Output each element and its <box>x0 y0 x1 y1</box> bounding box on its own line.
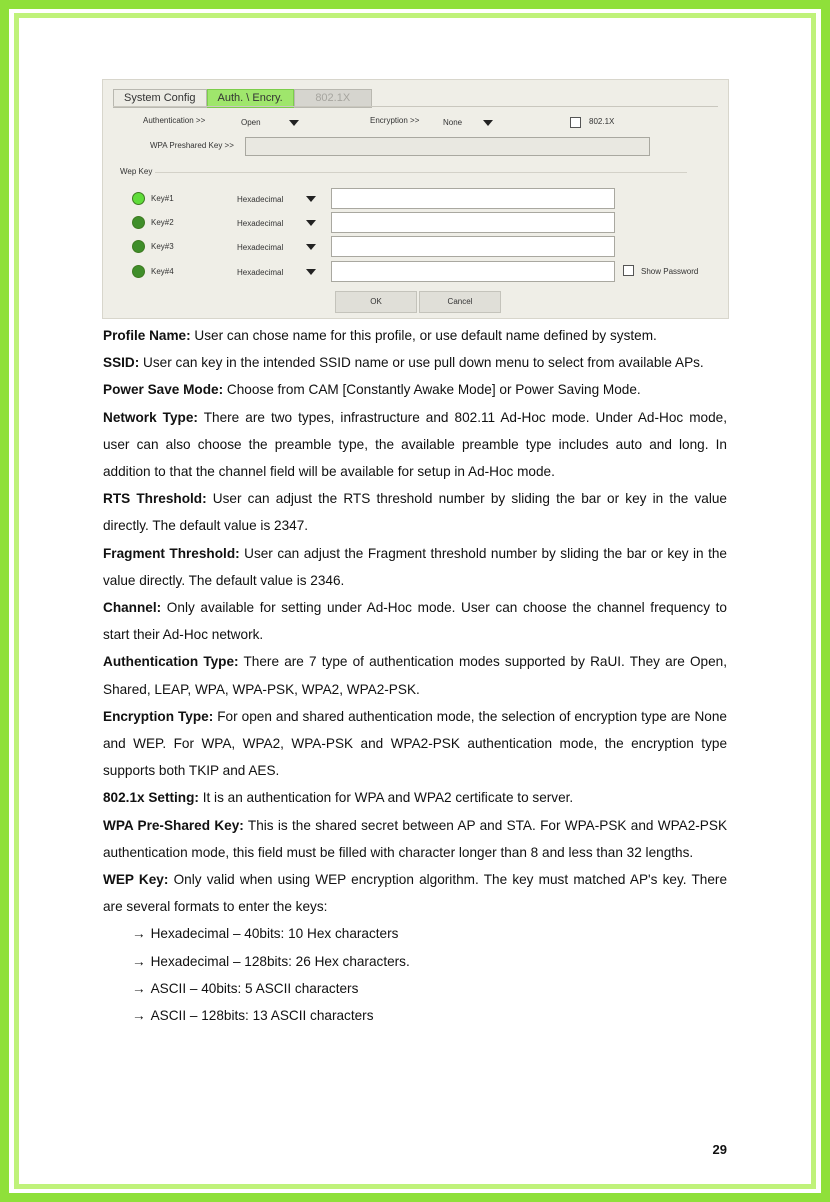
key3-dropdown-icon[interactable] <box>306 244 316 250</box>
list-item <box>132 948 727 975</box>
key2-label: Key#2 <box>151 218 174 227</box>
arrow-right-icon: → <box>132 980 146 996</box>
paragraph-profile-name <box>103 322 727 349</box>
paragraph-wpa-psk <box>103 812 727 866</box>
tab-bar <box>113 89 372 106</box>
key1-dropdown-icon[interactable] <box>306 196 316 202</box>
definition: User can adjust the Fragment threshold number by sliding the bar or key in the value directly. The default value is 2346. <box>103 545 727 588</box>
key3-label: Key#3 <box>151 242 174 251</box>
key3-radio[interactable] <box>132 240 145 253</box>
page-number: 29 <box>712 1142 727 1157</box>
definition: Choose from CAM [Constantly Awake Mode] or Power Saving Mode. <box>223 382 641 398</box>
list-item-text: Hexadecimal – 128bits: 26 Hex characters. <box>150 953 410 969</box>
arrow-right-icon: → <box>132 953 146 969</box>
arrow-right-icon: → <box>132 1008 146 1024</box>
definition: It is an authentication for WPA and WPA2 certificate to server. <box>198 790 574 806</box>
term: Fragment Threshold: <box>103 545 240 561</box>
dot1x-label: 802.1X <box>589 117 615 126</box>
wpa-preshared-key-input[interactable] <box>245 137 650 156</box>
authentication-label: Authentication >> <box>143 116 206 125</box>
tab-system-config[interactable]: System Config <box>113 89 207 108</box>
key4-radio[interactable] <box>132 265 145 278</box>
ok-button[interactable]: OK <box>335 291 417 313</box>
key3-format-select[interactable]: Hexadecimal <box>237 243 284 252</box>
list-item <box>132 920 727 947</box>
encryption-label: Encryption >> <box>370 116 420 125</box>
description-text <box>103 322 727 1029</box>
paragraph-wep-key <box>103 866 727 920</box>
show-password-label: Show Password <box>641 267 699 276</box>
wpa-preshared-key-label: WPA Preshared Key >> <box>150 141 234 150</box>
encryption-select[interactable]: None <box>443 118 463 127</box>
list-item <box>132 975 727 1002</box>
list-item-text: ASCII – 40bits: 5 ASCII characters <box>150 980 359 996</box>
paragraph-8021x-setting <box>103 784 727 811</box>
term: RTS Threshold: <box>103 491 207 507</box>
key4-dropdown-icon[interactable] <box>306 269 316 275</box>
key1-format-select[interactable]: Hexadecimal <box>237 195 284 204</box>
wep-key-label: Wep Key <box>120 167 153 176</box>
authentication-dropdown-icon[interactable] <box>289 120 299 126</box>
term: Authentication Type: <box>103 654 239 670</box>
list-item-text: ASCII – 128bits: 13 ASCII characters <box>150 1008 374 1024</box>
term: Profile Name: <box>103 328 191 343</box>
key2-dropdown-icon[interactable] <box>306 220 316 226</box>
tab-divider <box>113 106 718 107</box>
term: 802.1x Setting: <box>103 790 199 806</box>
paragraph-rts-threshold <box>103 485 727 539</box>
key4-format-select[interactable]: Hexadecimal <box>237 268 284 277</box>
key1-input[interactable] <box>331 188 615 209</box>
paragraph-network-type <box>103 404 727 486</box>
term: WEP Key: <box>103 872 169 888</box>
term: Encryption Type: <box>103 708 214 724</box>
encryption-dropdown-icon[interactable] <box>483 120 493 126</box>
definition: User can key in the intended SSID name or use pull down menu to select from available APs. <box>139 355 704 371</box>
term: Channel: <box>103 600 162 616</box>
auth-encryption-screenshot <box>102 79 729 319</box>
tab-auth-encry[interactable]: Auth. \ Encry. <box>207 89 294 108</box>
definition: There are two types, infrastructure and 802.11 Ad-Hoc mode. Under Ad-Hoc mode, user can also choose the preamble type, the available preamble type includes auto and long. In addition to that the channel field will be available for setup in Ad-Hoc mode. <box>103 409 727 480</box>
paragraph-channel <box>103 594 727 648</box>
key2-format-select[interactable]: Hexadecimal <box>237 219 284 228</box>
paragraph-ssid <box>103 349 727 376</box>
key2-input[interactable] <box>331 212 615 233</box>
paragraph-power-save-mode <box>103 376 727 403</box>
authentication-select[interactable]: Open <box>241 118 261 127</box>
definition: For open and shared authentication mode, the selection of encryption type are None and WEP. For WPA, WPA2, WPA-PSK and WPA2-PSK authentication mode, the encryption type supports both TKIP and AES. <box>103 708 727 779</box>
dot1x-checkbox[interactable] <box>570 117 581 128</box>
key4-label: Key#4 <box>151 267 174 276</box>
key4-input[interactable] <box>331 261 615 282</box>
wep-key-divider <box>155 172 687 173</box>
definition: There are 7 type of authentication modes supported by RaUI. They are Open, Shared, LEAP, WPA, WPA-PSK, WPA2, WPA2-PSK. <box>103 654 728 697</box>
paragraph-fragment-threshold <box>103 540 727 594</box>
definition: This is the shared secret between AP and STA. For WPA-PSK and WPA2-PSK authentication mode, this field must be filled with character longer than 8 and less than 32 lengths. <box>103 817 728 860</box>
key1-radio[interactable] <box>132 192 145 205</box>
definition: Only valid when using WEP encryption algorithm. The key must matched AP's key. There are several formats to enter the keys: <box>103 872 727 915</box>
show-password-checkbox[interactable] <box>623 265 634 276</box>
cancel-button[interactable]: Cancel <box>419 291 501 313</box>
list-item-text: Hexadecimal – 40bits: 10 Hex characters <box>150 926 399 942</box>
key2-radio[interactable] <box>132 216 145 229</box>
wep-format-list <box>103 920 727 1029</box>
key1-label: Key#1 <box>151 194 174 203</box>
paragraph-encryption-type <box>103 703 727 785</box>
term: SSID: <box>103 355 140 371</box>
definition: Only available for setting under Ad-Hoc mode. User can choose the channel frequency to start their Ad-Hoc network. <box>103 600 727 643</box>
tab-8021x: 802.1X <box>294 89 372 108</box>
list-item <box>132 1002 727 1029</box>
term: Power Save Mode: <box>103 382 224 398</box>
term: Network Type: <box>103 409 198 425</box>
key3-input[interactable] <box>331 236 615 257</box>
arrow-right-icon: → <box>132 926 146 942</box>
definition: User can chose name for this profile, or use default name defined by system. <box>190 328 657 343</box>
term: WPA Pre-Shared Key: <box>103 817 244 833</box>
definition: User can adjust the RTS threshold number by sliding the bar or key in the value directly. The default value is 2347. <box>103 491 727 534</box>
paragraph-authentication-type <box>103 648 727 702</box>
